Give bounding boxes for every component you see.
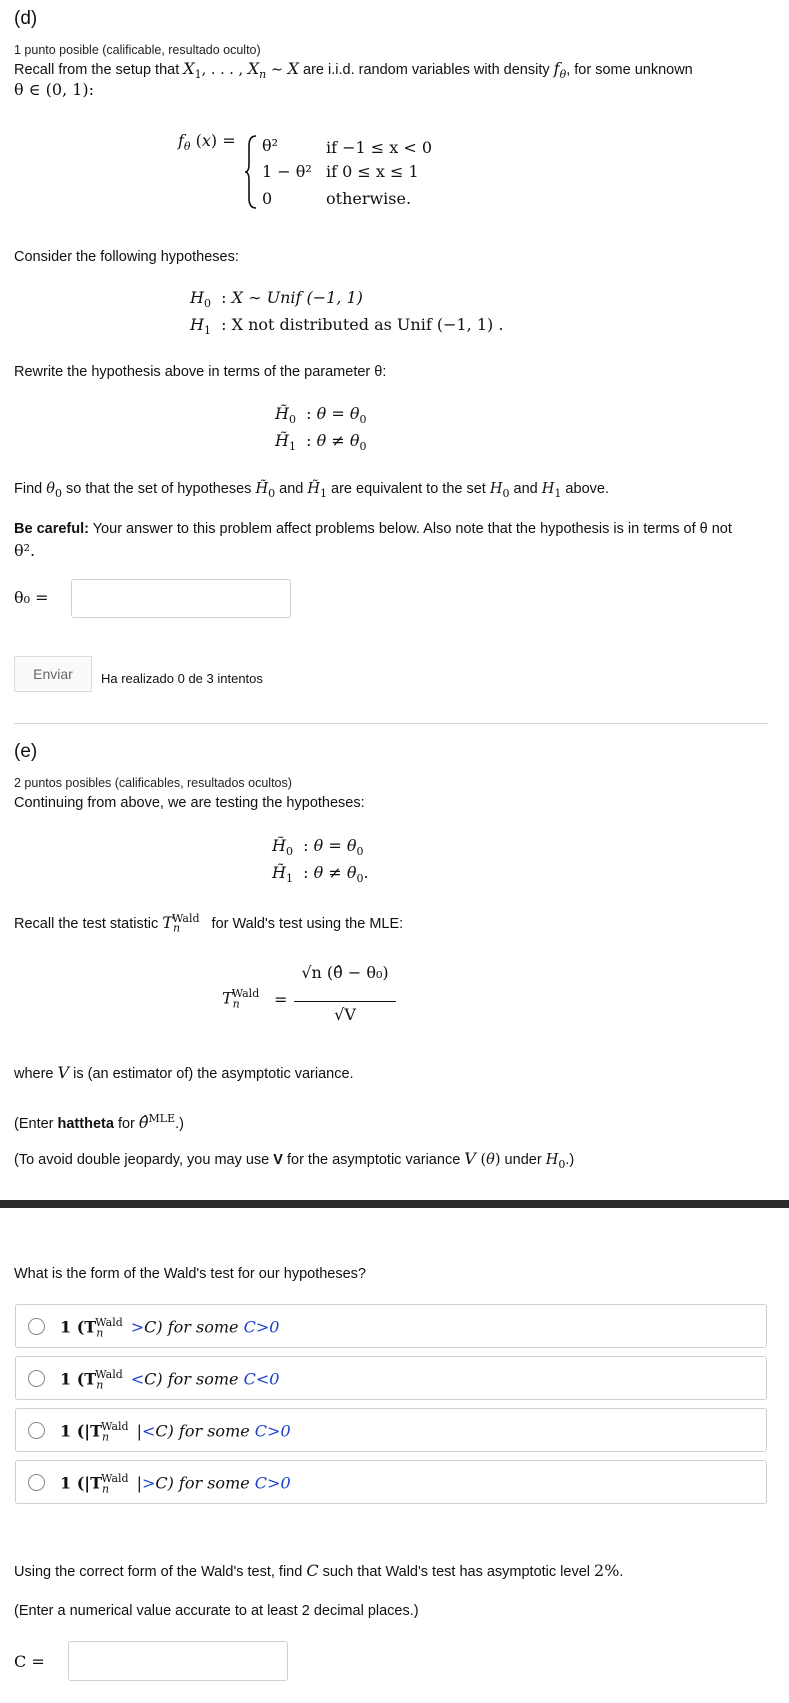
case2-condition: if 0 ≤ x ≤ 1 (326, 162, 419, 181)
part-e-points: 2 puntos posibles (calificables, resultados ocultos) (14, 776, 292, 790)
wald-numerator: √n (θ̂ − θ₀) (301, 963, 389, 982)
part-d-points: 1 punto posible (calificable, resultado oculto) (14, 43, 261, 57)
hypothesis-e-ht1: $H̃_1$ : $\theta \ne \theta_0$. (272, 863, 369, 886)
level-question: Using the correct form of the Wald's test, find C such that Wald's test has asymptotic level 2%. (14, 1561, 624, 1580)
submit-button[interactable]: Enviar (14, 656, 92, 692)
wald-denominator: √V (334, 1005, 356, 1024)
find-text: Find $\theta_0$ so that the set of hypotheses $H̃_0$ and $H̃_1$ are equivalent to the set $H_0$ and $H_1$ above. (14, 481, 609, 500)
option-4-label: 1 ($|T_n^{Wald}$ |>C) for some C>0 (60, 1472, 291, 1496)
part-d-intro: Recall from the setup that $X_1$, . . . , $X_n$ ∼ X are i.i.d. random variables with density $f_\theta$, for some unknown (14, 59, 693, 81)
hypothesis-h1: $H_1$ : X not distributed as Unif (−1, 1) . (190, 315, 504, 338)
hypothesis-e-ht0: $H̃_0$ : $\theta = \theta_0$ (272, 836, 364, 859)
radio-icon[interactable] (28, 1370, 45, 1387)
recall-text: Recall the test statistic $T_n^{Wald}$ for Wald's test using the MLE: (14, 912, 404, 935)
attempts-text: Ha realizado 0 de 3 intentos (101, 671, 263, 686)
radio-icon[interactable] (28, 1318, 45, 1335)
enter-hint: (Enter hattheta for θ̂$^{MLE}$.) (14, 1112, 185, 1132)
section-divider (14, 723, 768, 724)
part-d-heading: (d) (14, 8, 38, 29)
question-text: What is the form of the Wald's test for our hypotheses? (14, 1266, 367, 1282)
part-e-intro: Continuing from above, we are testing the hypotheses: (14, 795, 365, 811)
theta0-input[interactable] (71, 579, 291, 618)
theta0-label: θ₀ = (14, 588, 49, 607)
left-brace-icon (244, 134, 258, 210)
avoid-hint: (To avoid double jeopardy, you may use V for the asymptotic variance V (θ) under $H_0$.) (14, 1149, 575, 1171)
wald-statistic: $T_n^{Wald}$ (222, 987, 260, 1011)
fraction-line (294, 1001, 396, 1002)
where-text: where V is (an estimator of) the asymptotic variance. (14, 1063, 354, 1082)
decimals-hint: (Enter a numerical value accurate to at least 2 decimal places.) (14, 1603, 419, 1619)
case2-value: 1 − θ² (262, 162, 312, 181)
option-3-label: 1 ($|T_n^{Wald}$ |<C) for some C>0 (60, 1420, 291, 1444)
option-1[interactable] (15, 1304, 767, 1348)
option-3[interactable] (15, 1408, 767, 1452)
c-input[interactable] (68, 1641, 288, 1681)
case3-condition: otherwise. (326, 189, 412, 208)
consider-text: Consider the following hypotheses: (14, 249, 239, 265)
equals-sign: = (274, 990, 288, 1009)
theta-range: θ ∈ (0, 1): (14, 80, 95, 99)
option-4[interactable] (15, 1460, 767, 1504)
dark-divider (0, 1200, 789, 1208)
case1-condition: if −1 ≤ x < 0 (326, 138, 433, 157)
density-lhs: $f_\theta$ (x) = (178, 131, 236, 154)
case3-value: 0 (262, 189, 273, 208)
c-label: C = (14, 1652, 45, 1671)
option-2[interactable] (15, 1356, 767, 1400)
careful-note: Be careful: Your answer to this problem affect problems below. Also note that the hypothesis is in terms of θ not θ². (14, 521, 732, 560)
option-2-label: 1 $(T_n^{Wald} <C)$ for some C<0 (60, 1368, 280, 1392)
radio-icon[interactable] (28, 1474, 45, 1491)
hypothesis-ht0: $H̃_0$ : $\theta = \theta_0$ (275, 404, 367, 427)
hypothesis-h0: $H_0$ : X ∼ Unif (−1, 1) (190, 288, 363, 311)
part-e-heading: (e) (14, 741, 38, 762)
radio-icon[interactable] (28, 1422, 45, 1439)
case1-value: θ² (262, 136, 279, 155)
rewrite-text: Rewrite the hypothesis above in terms of the parameter θ: (14, 364, 387, 380)
option-1-label: 1 $(T_n^{Wald} >C)$ for some C>0 (60, 1316, 280, 1340)
hypothesis-ht1: $H̃_1$ : $\theta \ne \theta_0$ (275, 431, 367, 454)
